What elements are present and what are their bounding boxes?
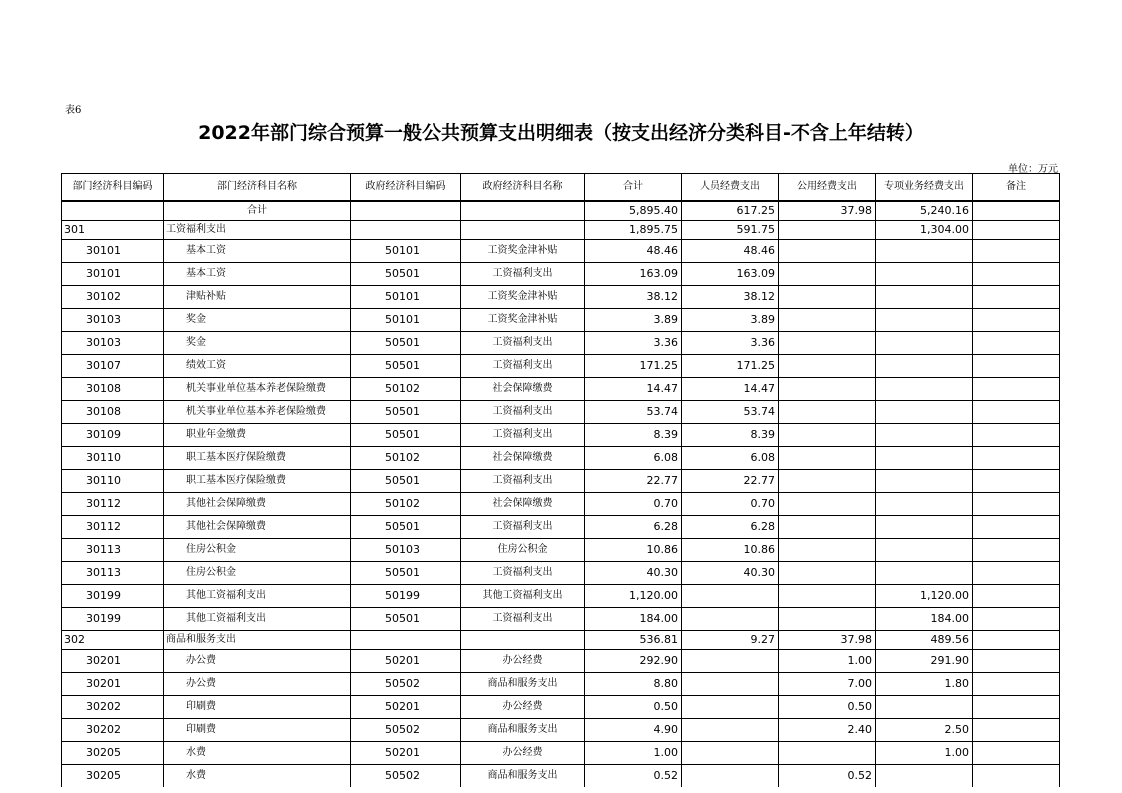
table-row <box>62 401 1060 424</box>
remark-cell <box>973 608 1060 631</box>
personnel-cell <box>682 742 779 765</box>
special-cell <box>876 240 973 263</box>
remark-cell <box>973 263 1060 286</box>
dept-name-cell: 印刷费 <box>164 719 351 742</box>
header-dept-name: 部门经济科目名称 <box>164 174 351 202</box>
gov-code-cell: 50101 <box>351 240 461 263</box>
dept-code-cell: 30107 <box>62 355 164 378</box>
special-cell <box>876 447 973 470</box>
special-cell: 2.50 <box>876 719 973 742</box>
dept-name-cell: 机关事业单位基本养老保险缴费 <box>164 401 351 424</box>
dept-code-cell: 30108 <box>62 401 164 424</box>
public-cell: 7.00 <box>779 673 876 696</box>
remark-cell <box>973 539 1060 562</box>
public-cell: 37.98 <box>779 201 876 221</box>
personnel-cell <box>682 608 779 631</box>
personnel-cell: 617.25 <box>682 201 779 221</box>
personnel-cell <box>682 585 779 608</box>
gov-name-cell: 社会保障缴费 <box>461 447 585 470</box>
table-row <box>62 650 1060 673</box>
dept-code-cell: 302 <box>62 631 164 650</box>
dept-code-cell: 30201 <box>62 673 164 696</box>
special-cell <box>876 332 973 355</box>
personnel-cell: 591.75 <box>682 221 779 240</box>
total-cell: 10.86 <box>585 539 682 562</box>
remark-cell <box>973 355 1060 378</box>
dept-name-cell: 商品和服务支出 <box>164 631 351 650</box>
gov-code-cell: 50502 <box>351 719 461 742</box>
total-cell: 14.47 <box>585 378 682 401</box>
gov-code-cell: 50101 <box>351 309 461 332</box>
category-row <box>62 631 1060 650</box>
gov-name-cell: 工资福利支出 <box>461 562 585 585</box>
personnel-cell: 38.12 <box>682 286 779 309</box>
dept-name-cell: 津贴补贴 <box>164 286 351 309</box>
personnel-cell: 163.09 <box>682 263 779 286</box>
header-gov-name: 政府经济科目名称 <box>461 174 585 202</box>
dept-code-cell: 30199 <box>62 608 164 631</box>
total-cell: 38.12 <box>585 286 682 309</box>
total-cell: 3.36 <box>585 332 682 355</box>
gov-code-cell: 50502 <box>351 765 461 788</box>
gov-name-cell: 工资福利支出 <box>461 424 585 447</box>
gov-name-cell: 办公经费 <box>461 742 585 765</box>
personnel-cell: 3.89 <box>682 309 779 332</box>
total-cell: 40.30 <box>585 562 682 585</box>
gov-code-cell: 50102 <box>351 447 461 470</box>
public-cell <box>779 562 876 585</box>
special-cell <box>876 765 973 788</box>
gov-code-cell: 50101 <box>351 286 461 309</box>
personnel-cell: 0.70 <box>682 493 779 516</box>
table-row <box>62 585 1060 608</box>
personnel-cell <box>682 696 779 719</box>
remark-cell <box>973 201 1060 221</box>
public-cell <box>779 585 876 608</box>
public-cell: 2.40 <box>779 719 876 742</box>
gov-code-cell: 50501 <box>351 470 461 493</box>
gov-code-cell: 50102 <box>351 378 461 401</box>
dept-code-cell <box>62 201 164 221</box>
gov-name-cell: 住房公积金 <box>461 539 585 562</box>
gov-code-cell <box>351 221 461 240</box>
special-cell <box>876 516 973 539</box>
total-cell: 4.90 <box>585 719 682 742</box>
total-cell: 0.70 <box>585 493 682 516</box>
gov-code-cell: 50501 <box>351 562 461 585</box>
page-title: 2022年部门综合预算一般公共预算支出明细表（按支出经济分类科目-不含上年结转） <box>198 122 924 144</box>
public-cell <box>779 424 876 447</box>
dept-code-cell: 30103 <box>62 309 164 332</box>
table-row <box>62 378 1060 401</box>
dept-name-cell: 工资福利支出 <box>164 221 351 240</box>
remark-cell <box>973 470 1060 493</box>
dept-name-cell: 机关事业单位基本养老保险缴费 <box>164 378 351 401</box>
remark-cell <box>973 493 1060 516</box>
total-cell: 292.90 <box>585 650 682 673</box>
table-row <box>62 696 1060 719</box>
gov-code-cell: 50502 <box>351 673 461 696</box>
special-cell: 1,120.00 <box>876 585 973 608</box>
public-cell <box>779 309 876 332</box>
gov-name-cell <box>461 631 585 650</box>
total-cell: 48.46 <box>585 240 682 263</box>
dept-code-cell: 30205 <box>62 742 164 765</box>
total-cell: 1,120.00 <box>585 585 682 608</box>
public-cell <box>779 447 876 470</box>
dept-name-cell: 其他社会保障缴费 <box>164 493 351 516</box>
personnel-cell <box>682 673 779 696</box>
gov-code-cell: 50501 <box>351 401 461 424</box>
gov-code-cell: 50103 <box>351 539 461 562</box>
total-cell: 0.52 <box>585 765 682 788</box>
total-cell: 8.80 <box>585 673 682 696</box>
unit-label: 单位：万元 <box>1008 164 1058 175</box>
gov-name-cell: 工资福利支出 <box>461 401 585 424</box>
gov-code-cell <box>351 201 461 221</box>
special-cell: 1,304.00 <box>876 221 973 240</box>
dept-code-cell: 30110 <box>62 470 164 493</box>
remark-cell <box>973 585 1060 608</box>
gov-name-cell: 工资奖金津补贴 <box>461 286 585 309</box>
dept-name-cell: 办公费 <box>164 650 351 673</box>
table-row <box>62 309 1060 332</box>
table-row <box>62 286 1060 309</box>
gov-name-cell: 工资福利支出 <box>461 608 585 631</box>
public-cell <box>779 286 876 309</box>
gov-name-cell: 社会保障缴费 <box>461 378 585 401</box>
public-cell <box>779 493 876 516</box>
gov-code-cell: 50201 <box>351 696 461 719</box>
gov-code-cell: 50201 <box>351 742 461 765</box>
remark-cell <box>973 424 1060 447</box>
table-row <box>62 765 1060 788</box>
header-personnel: 人员经费支出 <box>682 174 779 202</box>
personnel-cell: 10.86 <box>682 539 779 562</box>
dept-code-cell: 30113 <box>62 539 164 562</box>
header-total: 合计 <box>585 174 682 202</box>
total-cell: 8.39 <box>585 424 682 447</box>
special-cell <box>876 286 973 309</box>
dept-code-cell: 30112 <box>62 516 164 539</box>
public-cell <box>779 742 876 765</box>
public-cell: 1.00 <box>779 650 876 673</box>
header-gov-code: 政府经济科目编码 <box>351 174 461 202</box>
table-row <box>62 719 1060 742</box>
table-row <box>62 608 1060 631</box>
gov-name-cell <box>461 221 585 240</box>
remark-cell <box>973 240 1060 263</box>
gov-name-cell: 办公经费 <box>461 650 585 673</box>
total-cell: 0.50 <box>585 696 682 719</box>
gov-name-cell: 商品和服务支出 <box>461 765 585 788</box>
gov-code-cell: 50501 <box>351 332 461 355</box>
dept-code-cell: 30205 <box>62 765 164 788</box>
remark-cell <box>973 650 1060 673</box>
special-cell <box>876 263 973 286</box>
public-cell <box>779 401 876 424</box>
special-cell: 1.80 <box>876 673 973 696</box>
public-cell <box>779 470 876 493</box>
dept-code-cell: 30199 <box>62 585 164 608</box>
public-cell <box>779 332 876 355</box>
dept-name-cell: 绩效工资 <box>164 355 351 378</box>
public-cell <box>779 378 876 401</box>
gov-code-cell: 50501 <box>351 355 461 378</box>
dept-name-cell: 印刷费 <box>164 696 351 719</box>
remark-cell <box>973 765 1060 788</box>
table-row <box>62 263 1060 286</box>
special-cell <box>876 401 973 424</box>
total-cell: 22.77 <box>585 470 682 493</box>
special-cell <box>876 378 973 401</box>
dept-name-cell: 住房公积金 <box>164 562 351 585</box>
remark-cell <box>973 631 1060 650</box>
table-row <box>62 539 1060 562</box>
special-cell <box>876 424 973 447</box>
dept-name-cell: 办公费 <box>164 673 351 696</box>
header-public: 公用经费支出 <box>779 174 876 202</box>
gov-code-cell: 50501 <box>351 424 461 447</box>
gov-name-cell: 工资福利支出 <box>461 470 585 493</box>
personnel-cell <box>682 650 779 673</box>
dept-code-cell: 30101 <box>62 263 164 286</box>
personnel-cell: 171.25 <box>682 355 779 378</box>
table-row <box>62 424 1060 447</box>
dept-code-cell: 30202 <box>62 719 164 742</box>
dept-name-cell: 住房公积金 <box>164 539 351 562</box>
dept-code-cell: 30201 <box>62 650 164 673</box>
remark-cell <box>973 221 1060 240</box>
gov-name-cell: 其他工资福利支出 <box>461 585 585 608</box>
dept-name-cell: 水费 <box>164 765 351 788</box>
dept-code-cell: 30108 <box>62 378 164 401</box>
gov-code-cell <box>351 631 461 650</box>
personnel-cell: 48.46 <box>682 240 779 263</box>
total-cell: 184.00 <box>585 608 682 631</box>
table-number: 表6 <box>65 105 82 116</box>
remark-cell <box>973 742 1060 765</box>
personnel-cell: 6.08 <box>682 447 779 470</box>
personnel-cell: 22.77 <box>682 470 779 493</box>
special-cell <box>876 493 973 516</box>
table-body <box>62 201 1060 787</box>
gov-name-cell <box>461 201 585 221</box>
remark-cell <box>973 378 1060 401</box>
personnel-cell: 14.47 <box>682 378 779 401</box>
remark-cell <box>973 286 1060 309</box>
dept-name-cell: 其他社会保障缴费 <box>164 516 351 539</box>
dept-code-cell: 30102 <box>62 286 164 309</box>
gov-name-cell: 商品和服务支出 <box>461 719 585 742</box>
total-cell: 53.74 <box>585 401 682 424</box>
total-cell: 3.89 <box>585 309 682 332</box>
dept-code-cell: 30110 <box>62 447 164 470</box>
dept-name-cell: 职工基本医疗保险缴费 <box>164 470 351 493</box>
public-cell: 0.52 <box>779 765 876 788</box>
public-cell: 0.50 <box>779 696 876 719</box>
dept-name-cell: 合计 <box>164 201 351 221</box>
total-cell: 171.25 <box>585 355 682 378</box>
public-cell <box>779 516 876 539</box>
table-row <box>62 742 1060 765</box>
personnel-cell: 9.27 <box>682 631 779 650</box>
public-cell <box>779 240 876 263</box>
dept-code-cell: 30103 <box>62 332 164 355</box>
dept-code-cell: 30112 <box>62 493 164 516</box>
gov-name-cell: 工资福利支出 <box>461 263 585 286</box>
gov-code-cell: 50501 <box>351 608 461 631</box>
dept-name-cell: 奖金 <box>164 309 351 332</box>
dept-code-cell: 301 <box>62 221 164 240</box>
remark-cell <box>973 562 1060 585</box>
remark-cell <box>973 719 1060 742</box>
remark-cell <box>973 447 1060 470</box>
personnel-cell: 6.28 <box>682 516 779 539</box>
dept-name-cell: 其他工资福利支出 <box>164 585 351 608</box>
personnel-cell <box>682 719 779 742</box>
special-cell <box>876 470 973 493</box>
total-cell: 163.09 <box>585 263 682 286</box>
special-cell: 184.00 <box>876 608 973 631</box>
public-cell <box>779 608 876 631</box>
dept-name-cell: 水费 <box>164 742 351 765</box>
table-row <box>62 240 1060 263</box>
table-row <box>62 332 1060 355</box>
total-row <box>62 201 1060 221</box>
gov-name-cell: 商品和服务支出 <box>461 673 585 696</box>
public-cell <box>779 539 876 562</box>
dept-name-cell: 其他工资福利支出 <box>164 608 351 631</box>
personnel-cell: 8.39 <box>682 424 779 447</box>
remark-cell <box>973 516 1060 539</box>
gov-name-cell: 办公经费 <box>461 696 585 719</box>
personnel-cell <box>682 765 779 788</box>
dept-code-cell: 30101 <box>62 240 164 263</box>
header-special: 专项业务经费支出 <box>876 174 973 202</box>
dept-code-cell: 30109 <box>62 424 164 447</box>
gov-code-cell: 50501 <box>351 516 461 539</box>
public-cell <box>779 263 876 286</box>
dept-name-cell: 基本工资 <box>164 240 351 263</box>
header-dept-code: 部门经济科目编码 <box>62 174 164 202</box>
gov-code-cell: 50102 <box>351 493 461 516</box>
table-header-row <box>62 174 1060 202</box>
special-cell <box>876 696 973 719</box>
remark-cell <box>973 673 1060 696</box>
table-row <box>62 355 1060 378</box>
table-row <box>62 673 1060 696</box>
personnel-cell: 40.30 <box>682 562 779 585</box>
total-cell: 6.28 <box>585 516 682 539</box>
gov-code-cell: 50199 <box>351 585 461 608</box>
total-cell: 6.08 <box>585 447 682 470</box>
total-cell: 536.81 <box>585 631 682 650</box>
remark-cell <box>973 696 1060 719</box>
special-cell <box>876 355 973 378</box>
table-row <box>62 562 1060 585</box>
special-cell: 489.56 <box>876 631 973 650</box>
table-row <box>62 493 1060 516</box>
gov-name-cell: 社会保障缴费 <box>461 493 585 516</box>
special-cell <box>876 309 973 332</box>
special-cell: 5,240.16 <box>876 201 973 221</box>
total-cell: 1,895.75 <box>585 221 682 240</box>
dept-name-cell: 职业年金缴费 <box>164 424 351 447</box>
table-row <box>62 447 1060 470</box>
remark-cell <box>973 401 1060 424</box>
remark-cell <box>973 309 1060 332</box>
header-remark: 备注 <box>973 174 1060 202</box>
dept-code-cell: 30202 <box>62 696 164 719</box>
table-row <box>62 516 1060 539</box>
gov-code-cell: 50201 <box>351 650 461 673</box>
dept-name-cell: 奖金 <box>164 332 351 355</box>
personnel-cell: 3.36 <box>682 332 779 355</box>
gov-name-cell: 工资奖金津补贴 <box>461 240 585 263</box>
gov-name-cell: 工资福利支出 <box>461 332 585 355</box>
gov-code-cell: 50501 <box>351 263 461 286</box>
category-row <box>62 221 1060 240</box>
dept-name-cell: 基本工资 <box>164 263 351 286</box>
total-cell: 5,895.40 <box>585 201 682 221</box>
dept-code-cell: 30113 <box>62 562 164 585</box>
special-cell: 1.00 <box>876 742 973 765</box>
expenditure-table <box>61 173 1060 787</box>
public-cell: 37.98 <box>779 631 876 650</box>
public-cell <box>779 221 876 240</box>
public-cell <box>779 355 876 378</box>
special-cell <box>876 539 973 562</box>
table-row <box>62 470 1060 493</box>
gov-name-cell: 工资福利支出 <box>461 516 585 539</box>
gov-name-cell: 工资奖金津补贴 <box>461 309 585 332</box>
special-cell: 291.90 <box>876 650 973 673</box>
total-cell: 1.00 <box>585 742 682 765</box>
gov-name-cell: 工资福利支出 <box>461 355 585 378</box>
special-cell <box>876 562 973 585</box>
dept-name-cell: 职工基本医疗保险缴费 <box>164 447 351 470</box>
remark-cell <box>973 332 1060 355</box>
personnel-cell: 53.74 <box>682 401 779 424</box>
